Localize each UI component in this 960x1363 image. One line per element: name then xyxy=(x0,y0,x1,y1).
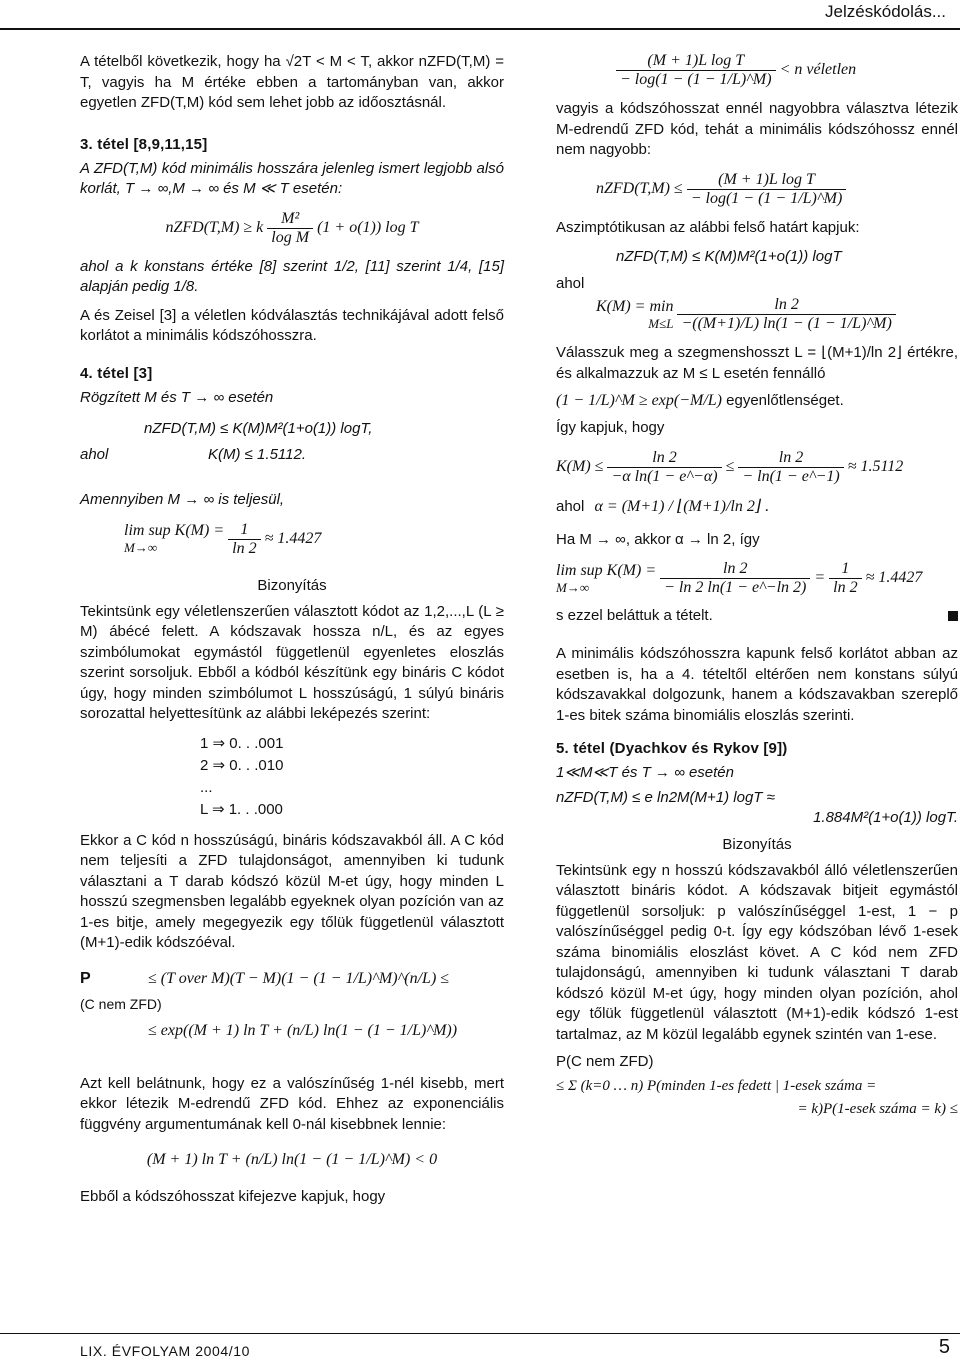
theorem-3-text: A ZFD(T,M) kód minimális hosszára jelenleg ismert legjobb alsó korlát, T → ∞,M → ∞ és M ≪ T esetén: xyxy=(80,159,504,197)
K-bound-frac-2 xyxy=(738,449,843,486)
K-fraction xyxy=(677,296,895,333)
bound-numerator: (M + 1)L log T xyxy=(687,171,847,190)
limit-frac1-num: ln 2 xyxy=(660,560,810,579)
min-subscript: M≤L xyxy=(648,315,674,331)
theorem-5-condition: 1≪M≪T és T → ∞ esetén xyxy=(556,764,734,781)
limit-frac-1 xyxy=(660,560,810,597)
K-bound-lhs: K(M) ≤ xyxy=(556,457,604,475)
limit-frac-2 xyxy=(829,560,861,597)
theorem-5-eq1: nZFD(T,M) ≤ e ln2M(M+1) logT ≈ xyxy=(556,788,775,806)
exp-inequality xyxy=(556,392,958,410)
top-fraction xyxy=(616,52,776,89)
asymptotic-bound: nZFD(T,M) ≤ K(M)M²(1+o(1)) logT xyxy=(616,248,842,265)
right-paragraph-1: vagyis a kódszóhosszat ennél nagyobbra választva létezik M-edrendű ZFD kód, tehát a minimális kódszóhossz ennél nem nagyobb: xyxy=(556,100,958,158)
limsup-right: lim sup K(M) = xyxy=(556,561,657,579)
left-column xyxy=(80,52,504,1216)
probability-label: P xyxy=(80,969,91,987)
theorem-3-equation xyxy=(80,210,504,247)
probability-eq-1: ≤ (T over M)(T − M)(1 − (1 − 1/L)^M)^(n/L) ≤ xyxy=(148,969,450,987)
top-rhs: < n véletlen xyxy=(779,61,857,79)
qed-square-icon xyxy=(948,611,958,621)
limit-frac2-den: ln 2 xyxy=(833,579,858,596)
proof-paragraph-1: Tekintsünk egy véletlenszerűen választott kódot az 1,2,...,L (L ≥ M) ábécé felett. A kódszavak hossza n/L, és az egyes szimbólumokat egymástól függetlenül egyenletes eloszlás szerint sorsoljuk. Ebből a kódból készítünk egy bináris C kódot úgy, hogy minden szimbólumot L hosszúságú, 1 súlyú bináris sorozattal helyettesítünk az alábbi leképezés szerint: xyxy=(80,602,504,722)
theorem-5-heading: 5. tétel (Dyachkov és Rykov [9]) xyxy=(556,740,788,757)
limsup-subscript: M→∞ xyxy=(124,540,158,555)
header-bar xyxy=(0,0,960,30)
limsup-block-right xyxy=(556,562,656,596)
right-paragraph-3: Válasszuk meg a szegmenshosszt L = ⌊(M+1)/ln 2⌋ értékre, és alkalmazzuk az M ≤ L esetén fennálló xyxy=(556,344,958,382)
theorem-4-limit xyxy=(80,521,504,567)
K-bound-value: ≈ 1.5112 xyxy=(847,457,904,475)
mapping-item: 2 ⇒ 0. . .010 xyxy=(200,756,284,774)
equals-sign: = xyxy=(814,569,826,587)
proof-heading-right: Bizonyítás xyxy=(722,835,792,853)
right-paragraph-5: Ha M → ∞, akkor α → ln 2, így xyxy=(556,530,760,548)
limit-numerator: 1 xyxy=(228,521,260,540)
exp-inequality-math: (1 − 1/L)^M ≥ exp(−M/L) xyxy=(556,392,722,409)
zeisel-paragraph: A és Zeisel [3] a véletlen kódválasztás technikájával adott felső korlátot a minimális kódszóhosszra. xyxy=(80,306,504,344)
K-bound-frac-1 xyxy=(607,449,721,486)
sum-line-2: = k)P(1-esek száma = k) ≤ xyxy=(797,1101,958,1117)
theorem-5-eq2: 1.884M²(1+o(1)) logT. xyxy=(813,808,958,826)
proof-heading: Bizonyítás xyxy=(257,576,327,594)
limsup-block xyxy=(124,522,224,556)
proof-right-paragraph: Tekintsünk egy n hosszú kódszavakból álló véletlenszerűen választott bináris kódot. A kódszavak bitjeit egymástól függetlenül sorsoljuk: p valószínűséggel 1-est, 1 − p valószínűséggel pedig 0-t. Így egy kódszóban lévő 1-esek száma binomiális eloszlást követ. A C kód nem ZFD tulajdonságú, amennyiben ki tudunk választani T darab kódszó közül M-et úgy, hogy minden olyan pozíción, ahol egy tőlük függetlenül választott (M+1)-edik kódszó 1-est tartalmaz, az M közül legalább egynek szintén van 1-ese. xyxy=(556,861,958,1043)
theorem-4-eq1: nZFD(T,M) ≤ K(M)M²(1+o(1)) logT, xyxy=(144,420,373,437)
theorem-4-equations xyxy=(80,416,504,490)
K-min: K(M) = min xyxy=(596,297,674,315)
frac2-den: − ln(1 − e^−1) xyxy=(742,467,840,485)
proof-paragraph-2: Ekkor a C kód n hosszúságú, bináris kódszavakból áll. A C kód nem teljesíti a ZFD tulajdonságot, amennyiben ki tudunk választani a T darab kódszó közül M-et úgy, hogy minden L hosszú szegmensben legalább egyeknek olyan pozíción van az 1-es bitje, amely megegyezik egy tőlük függetlenül választott (M+1)-edik kódszóéval. xyxy=(80,831,504,951)
limit-right-value: ≈ 1.4427 xyxy=(865,569,923,587)
right-paragraph-2: Aszimptótikusan az alábbi felső határt kapjuk: xyxy=(556,218,860,236)
limsup-right-subscript: M→∞ xyxy=(556,579,590,595)
qed-text: s ezzel beláttuk a tételt. xyxy=(556,607,713,624)
mapping-item: L ⇒ 1. . .000 xyxy=(200,800,283,818)
mapping-item: 1 ⇒ 0. . .001 xyxy=(200,734,284,752)
sum-line-1: ≤ Σ (k=0 … n) P(minden 1-es fedett | 1-esek száma = xyxy=(556,1078,877,1094)
eq-lhs: nZFD(T,M) ≥ k xyxy=(165,218,264,236)
intro-paragraph: A tételből következik, hogy ha √2T < M < T, akkor nZFD(T,M) = T, vagyis ha M értéke ebben a tartományban van, akkor egyetlen ZFD(T,M) kód sem lehet jobb az időosztásnál. xyxy=(80,53,504,111)
min-block xyxy=(596,298,673,332)
K-denominator: −((M+1)/L) ln(1 − (1 − 1/L)^M) xyxy=(681,315,892,332)
limit-frac2-num: 1 xyxy=(829,560,861,579)
top-numerator: (M + 1)L log T xyxy=(616,52,776,71)
frac1-den: −α ln(1 − e^−α) xyxy=(611,467,718,485)
frac1-num: ln 2 xyxy=(607,449,721,468)
ahol-label-2: ahol xyxy=(556,497,585,515)
leq-sign: ≤ xyxy=(725,457,735,475)
alpha-definition xyxy=(556,496,958,516)
theorem-4-eq2: K(M) ≤ 1.5112. xyxy=(208,446,306,463)
bound-lhs: nZFD(T,M) ≤ xyxy=(596,179,683,197)
right-paragraph-7: A minimális kódszóhosszra kapunk felső korlátot abban az esetben is, ha a 4. tételtől eltérően nem konstans súlyú kódszavakkal dolgozunk, hanem a kódszavakban szereplő 1-es bitek száma binomiális eloszlás szerinti. xyxy=(556,645,958,724)
theorem-4-ahol: ahol xyxy=(80,446,109,463)
top-equation xyxy=(556,52,958,89)
probability-right-label: P(C nem ZFD) xyxy=(556,1053,654,1070)
proof-paragraph-4: Ebből a kódszóhosszat kifejezve kapjuk, hogy xyxy=(80,1188,386,1205)
running-title: Jelzéskódolás... xyxy=(825,2,946,21)
exp-inequality-text: egyenlőtlenséget. xyxy=(726,392,844,409)
limit-value: ≈ 1.4427 xyxy=(264,529,322,547)
eq-denominator: log M xyxy=(271,228,310,246)
footer-divider xyxy=(0,1333,960,1334)
frac2-num: ln 2 xyxy=(738,449,843,468)
mapping-item: ... xyxy=(200,778,213,796)
mapping-list xyxy=(80,733,504,821)
ahol-label-1: ahol xyxy=(556,275,585,292)
right-column xyxy=(556,52,958,1118)
eq-numerator: M² xyxy=(267,210,313,229)
proof-paragraph-3: Azt kell belátnunk, hogy ez a valószínűség 1-nél kisebb, mert ekkor létezik M-edrendű ZFD kód. Ehhez az exponenciális függvény argumentumának kell 0-nál kisebbnek lennie: xyxy=(80,1074,504,1133)
probability-bound xyxy=(80,964,504,1064)
K-numerator: ln 2 xyxy=(677,296,895,315)
qed-line xyxy=(556,607,958,624)
limsup-text: lim sup K(M) = xyxy=(124,522,225,539)
eq-fraction xyxy=(267,210,313,247)
K-bound xyxy=(556,449,958,486)
limit-fraction xyxy=(228,521,260,558)
K-definition xyxy=(556,296,958,333)
limit-equation xyxy=(556,560,958,597)
theorem-4-amennyiben: Amennyiben M → ∞ is teljesül, xyxy=(80,491,285,508)
page-number: 5 xyxy=(938,1336,950,1358)
right-paragraph-4: Így kapjuk, hogy xyxy=(556,419,665,436)
alpha-formula: α = (M+1) / ⌊(M+1)/ln 2⌋ . xyxy=(594,497,770,515)
bound-denominator: − log(1 − (1 − 1/L)^M) xyxy=(690,189,843,207)
journal-footer: LIX. ÉVFOLYAM 2004/10 xyxy=(80,1343,251,1359)
probability-eq-2: ≤ exp((M + 1) ln T + (n/L) ln(1 − (1 − 1/L)^M)) xyxy=(148,1021,458,1039)
probability-condition: (C nem ZFD) xyxy=(80,995,162,1012)
theorem-3-heading: 3. tétel [8,9,11,15] xyxy=(80,135,208,153)
theorem-4-condition: Rögzített M és T → ∞ esetén xyxy=(80,388,274,406)
bound-fraction xyxy=(687,171,847,208)
upper-bound-equation xyxy=(556,171,958,208)
limit-frac1-den: − ln 2 ln(1 − e^−ln 2) xyxy=(664,579,807,596)
theorem-4-heading: 4. tétel [3] xyxy=(80,364,153,382)
eq-rhs: (1 + o(1)) log T xyxy=(317,218,419,236)
theorem-3-after: ahol a k konstans értéke [8] szerint 1/2, [11] szerint 1/4, [15] alapján pedig 1/8. xyxy=(80,257,504,295)
top-denominator: − log(1 − (1 − 1/L)^M) xyxy=(620,71,772,88)
limit-denominator: ln 2 xyxy=(232,539,257,557)
exponent-inequality: (M + 1) ln T + (n/L) ln(1 − (1 − 1/L)^M) < 0 xyxy=(146,1151,438,1168)
